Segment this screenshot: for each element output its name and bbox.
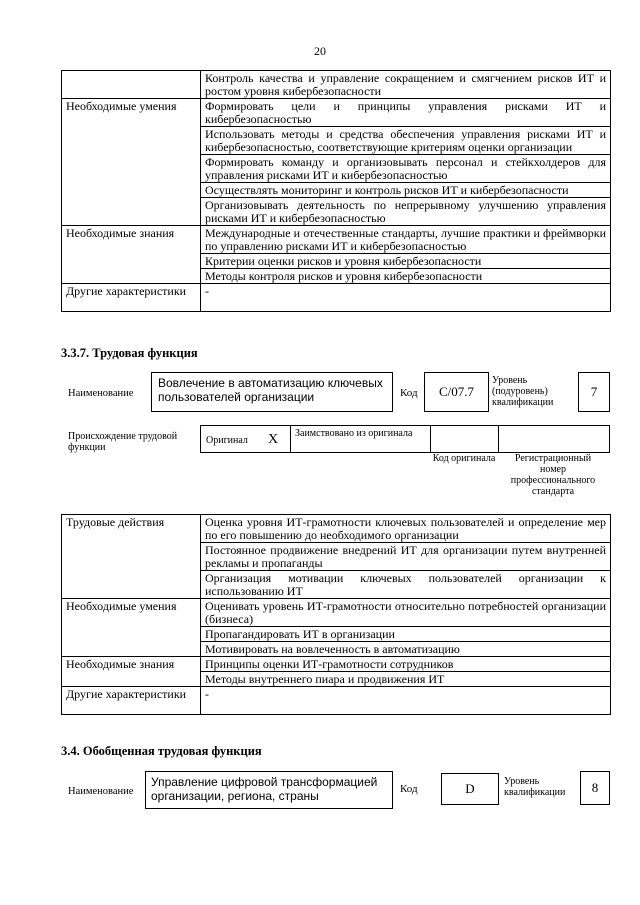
row-label: Необходимые умения <box>62 99 201 127</box>
origin-label: Происхождение трудовой функции <box>68 431 178 453</box>
code-value: С/07.7 <box>438 384 475 399</box>
table-cell: Методы внутреннего пиара и продвижения ИТ <box>201 672 611 687</box>
table-cell: Оценка уровня ИТ-грамотности ключевых пользователей и определение мер по его повышению до необходимого организации <box>201 515 611 543</box>
level-box <box>580 771 610 805</box>
table-cell: - <box>201 687 611 715</box>
row-label <box>62 71 201 99</box>
level-value: 8 <box>591 780 599 795</box>
table-cell: Оценивать уровень ИТ-грамотности относительно потребностей организации (бизнеса) <box>201 599 611 627</box>
reg-number-caption: Регистрационный номер профессионального стандарта <box>510 453 596 497</box>
table-cell: Постоянное продвижение внедрений ИТ для организации путем внутренней рекламы и пропаганды <box>201 543 611 571</box>
row-label: Необходимые знания <box>62 226 201 254</box>
level-label: Уровень (подуровень) квалификации <box>492 375 554 408</box>
row-label: Необходимые умения <box>62 599 201 627</box>
page-number: 20 <box>314 44 326 58</box>
borrowed-label: Заимствовано из оригинала <box>295 428 413 439</box>
table-cell: Пропагандировать ИТ в организации <box>201 627 611 642</box>
name-value: Управление цифровой трансформацией организации, региона, страны <box>151 775 378 803</box>
row-label: Необходимые знания <box>62 657 201 672</box>
table-cell: Принципы оценки ИТ-грамотности сотрудников <box>201 657 611 672</box>
table-cell: Осуществлять мониторинг и контроль рисков ИТ и кибербезопасности <box>201 183 611 198</box>
section-heading: 3.3.7. Трудовая функция <box>61 346 198 360</box>
name-label: Наименование <box>68 786 134 797</box>
section-heading: 3.4. Обобщенная трудовая функция <box>61 744 262 758</box>
name-label: Наименование <box>68 388 134 399</box>
name-value: Вовлечение в автоматизацию ключевых пользователей организации <box>158 376 383 404</box>
code-original-caption: Код оригинала <box>432 453 496 464</box>
code-box <box>424 372 489 412</box>
table-cell: - <box>201 284 611 312</box>
bottom-requirements-table <box>61 514 611 715</box>
code-value: D <box>465 781 475 796</box>
name-value-box <box>151 372 393 412</box>
top-requirements-table <box>61 70 611 312</box>
table-cell: Критерии оценки рисков и уровня кибербезопасности <box>201 254 611 269</box>
level-value: 7 <box>590 384 598 399</box>
table-cell: Мотивировать на вовлеченность в автоматизацию <box>201 642 611 657</box>
table-cell: Организовывать деятельность по непрерывному улучшению управления рисками ИТ и кибербезопасностью <box>201 198 611 226</box>
row-label: Трудовые действия <box>62 515 201 543</box>
code-box <box>441 773 499 805</box>
name-value-box <box>145 771 393 809</box>
row-label: Другие характеристики <box>62 284 201 312</box>
table-cell: Методы контроля рисков и уровня кибербезопасности <box>201 269 611 284</box>
code-label: Код <box>400 783 418 795</box>
level-label: Уровень квалификации <box>504 776 566 798</box>
original-label: Оригинал <box>206 435 248 446</box>
code-label: Код <box>400 387 418 399</box>
level-box <box>578 372 610 412</box>
table-cell: Формировать цели и принципы управления рисками ИТ и кибербезопасностью <box>201 99 611 127</box>
table-cell: Использовать методы и средства обеспечения управления рисками ИТ и кибербезопасностью, соответствующие критериям оценки организации <box>201 127 611 155</box>
table-cell: Формировать команду и организовывать персонал и стейкхолдеров для управления рисками ИТ и кибербезопасностью <box>201 155 611 183</box>
table-cell: Организация мотивации ключевых пользователей организации к использованию ИТ <box>201 571 611 599</box>
original-mark: Х <box>268 432 279 447</box>
origin-table <box>200 425 610 453</box>
table-cell: Контроль качества и управление сокращением и смягчением рисков ИТ и ростом уровня кибербезопасности <box>201 71 611 99</box>
row-label: Другие характеристики <box>62 687 201 715</box>
table-cell: Международные и отечественные стандарты, лучшие практики и фреймворки по управлению рисками ИТ и кибербезопасностью <box>201 226 611 254</box>
